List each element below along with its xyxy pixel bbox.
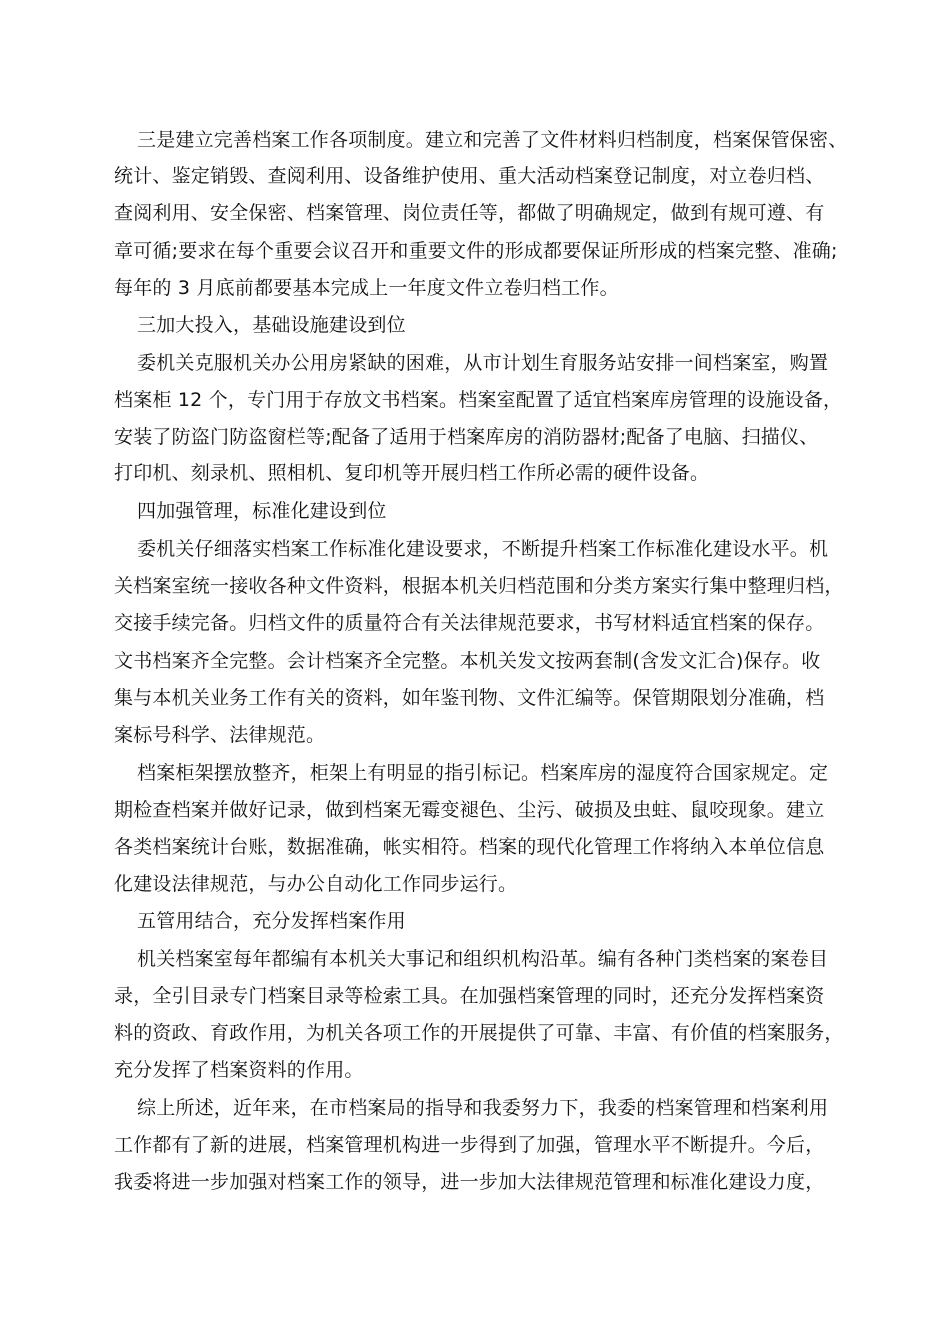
text-line: 文书档案齐全完整。会计档案齐全完整。本机关发文按两套制(含发文汇合)保存。收 — [114, 650, 821, 672]
text-line: 综上所述，近年来，在市档案局的指导和我委努力下，我委的档案管理和档案利用 — [137, 1097, 829, 1119]
text-line: 充分发挥了档案资料的作用。 — [114, 1059, 364, 1081]
text-line: 料的资政、育政作用，为机关各项工作的开展提供了可靠、丰富、有价值的档案服务， — [114, 1022, 844, 1044]
section-heading: 四加强管理，标准化建设到位 — [137, 500, 387, 522]
text-line: 我委将进一步加强对档案工作的领导，进一步加大法律规范管理和标准化建设力度， — [114, 1171, 825, 1193]
text-line: 打印机、刻录机、照相机、复印机等开展归档工作所必需的硬件设备。 — [114, 462, 710, 484]
text-line: 查阅利用、安全保密、档案管理、岗位责任等，都做了明确规定，做到有规可遵、有 — [114, 202, 825, 224]
text-line: 期检查档案并做好记录，做到档案无霉变褪色、尘污、破损及虫蛀、鼠咬现象。建立 — [114, 799, 825, 821]
text-line: 委机关仔细落实档案工作标准化建设要求，不断提升档案工作标准化建设水平。机 — [137, 538, 829, 560]
text-line: 三是建立完善档案工作各项制度。建立和完善了文件材料归档制度，档案保管保密、 — [137, 129, 848, 151]
text-line: 各类档案统计台账，数据准确，帐实相符。档案的现代化管理工作将纳入本单位信息 — [114, 836, 825, 858]
text-line: 案标号科学、法律规范。 — [114, 724, 326, 746]
text-line: 交接手续完备。归档文件的质量符合有关法律规范要求，书写材料适宜档案的保存。 — [114, 612, 825, 634]
text-line: 每年的 3 月底前都要基本完成上一年度文件立卷归档工作。 — [114, 277, 619, 299]
section-heading: 五管用结合，充分发挥档案作用 — [137, 910, 406, 932]
text-line: 关档案室统一接收各种文件资料，根据本机关归档范围和分类方案实行集中整理归档， — [114, 575, 844, 597]
text-line: 统计、鉴定销毁、查阅利用、设备维护使用、重大活动档案登记制度，对立卷归档、 — [114, 165, 825, 187]
text-line: 档案柜 12 个，专门用于存放文书档案。档案室配置了适宜档案库房管理的设施设备， — [114, 389, 843, 411]
text-line: 化建设法律规范，与办公自动化工作同步运行。 — [114, 873, 518, 895]
section-heading: 三加大投入，基础设施建设到位 — [137, 314, 406, 336]
text-line: 档案柜架摆放整齐，柜架上有明显的指引标记。档案库房的湿度符合国家规定。定 — [137, 762, 829, 784]
text-line: 安装了防盗门防盗窗栏等;配备了适用于档案库房的消防器材;配备了电脑、扫描仪、 — [114, 426, 819, 448]
text-line: 机关档案室每年都编有本机关大事记和组织机构沿革。编有各种门类档案的案卷目 — [137, 948, 829, 970]
text-line: 章可循;要求在每个重要会议召开和重要文件的形成都要保证所形成的档案完整、准确; — [114, 240, 838, 262]
text-line: 集与本机关业务工作有关的资料，如年鉴刊物、文件汇编等。保管期限划分准确，档 — [114, 687, 825, 709]
text-line: 录，全引目录专门档案目录等检索工具。在加强档案管理的同时，还充分发挥档案资 — [114, 985, 825, 1007]
text-line: 工作都有了新的进展，档案管理机构进一步得到了加强，管理水平不断提升。今后， — [114, 1134, 825, 1156]
text-line: 委机关克服机关办公用房紧缺的困难，从市计划生育服务站安排一间档案室，购置 — [137, 352, 829, 374]
